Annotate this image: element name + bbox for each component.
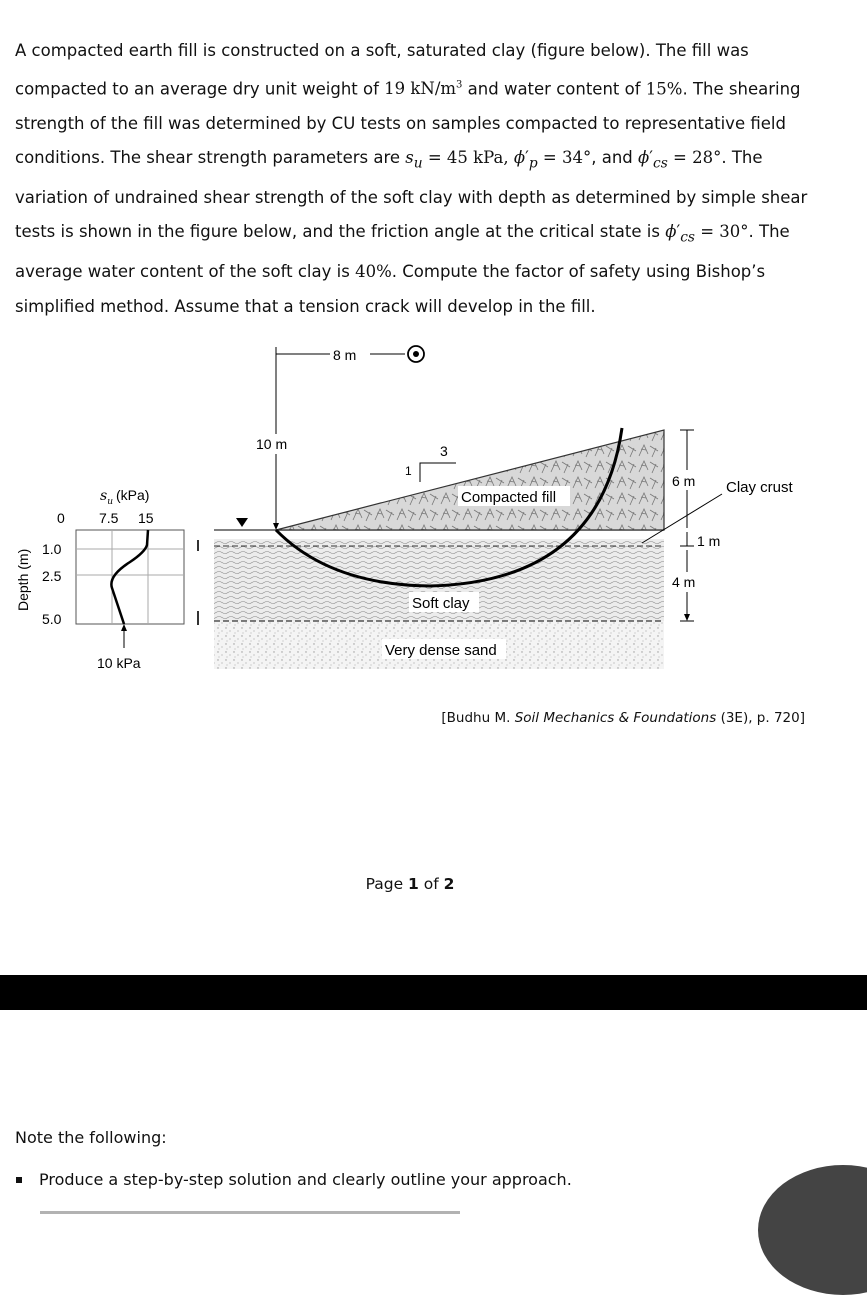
problem-statement: A compacted earth fill is constructed on a soft, saturated clay (figure below). The fill was compacted to an average dry unit weight of 19 $kN/m^3$ and water content of 15%. The shearing strength of the fill was determined by CU tests on samples compacted to representative field conditions. The shear strength parameters are $s_u = 45$ kPa, $\phi'_p = 34^\circ$, and $\phi'_{cs} = 28^\circ$. The variation of undrained shear strength of the soft clay with depth as determined by simple shear tests is shown in the figure below, and the friction angle at the critical state is $\phi'_{cs} = 30^\circ$. The average water content of the soft clay is 40%. Compute the factor of safety using Bishop’s simplified method. Assume that a tension crack will develop in the fill. xyxy=(15,41,808,316)
phi-cs-parameter: $\phi'_{cs} = 28^\circ$ xyxy=(638,148,722,172)
dim-8m-label: 8 m xyxy=(333,347,357,363)
dim-4m-label: 4 m xyxy=(672,574,696,590)
notes-title: Note the following: xyxy=(15,1128,167,1147)
depth-tick-5-0: 5.0 xyxy=(42,611,62,627)
su-profile xyxy=(15,487,184,671)
dim-10m-label: 10 m xyxy=(256,436,288,452)
scroll-button[interactable] xyxy=(758,1165,867,1295)
depth-axis-label: Depth (m) xyxy=(15,548,31,611)
su-grid-frame xyxy=(76,530,184,624)
depth-tick-0: 0 xyxy=(57,510,65,526)
cut-off-line xyxy=(40,1207,460,1215)
su-arrow-head xyxy=(121,624,127,631)
clay-label: Soft clay xyxy=(412,595,470,612)
dim-1m-label: 1 m xyxy=(697,533,721,549)
compacted-fill xyxy=(276,430,664,530)
su-bottom-value: 10 kPa xyxy=(97,655,141,671)
slope-rise-label: 1 xyxy=(405,464,412,478)
citation: [Budhu M. Soil Mechanics & Foundations (3E), p. 720] xyxy=(441,710,805,726)
dim-6m-label: 6 m xyxy=(672,473,696,489)
water-table-marker xyxy=(236,518,248,527)
cross-section xyxy=(198,344,794,669)
depth-tick-1-0: 1.0 xyxy=(42,541,62,557)
dim-4m-arrow xyxy=(684,614,690,621)
list-item: Produce a step-by-step solution and clearly outline your approach. xyxy=(15,1170,572,1196)
su-tick-15: 15 xyxy=(138,510,154,526)
crust-label: Clay crust xyxy=(726,479,793,496)
slope-run-label: 3 xyxy=(440,443,448,459)
slope-triangle xyxy=(420,463,456,482)
sand-label: Very dense sand xyxy=(385,642,497,659)
circle-center-dot xyxy=(413,351,419,357)
phi-cs-clay-parameter: $\phi'_{cs} = 30^\circ$ xyxy=(665,222,749,246)
page-number: Page 1 of 2 xyxy=(365,875,455,893)
su-tick-7-5: 7.5 xyxy=(99,510,119,526)
unit-weight: 19 $kN/m^3$ xyxy=(384,79,463,98)
fill-label: Compacted fill xyxy=(461,489,557,506)
slope-figure xyxy=(0,330,867,700)
page-break-bar xyxy=(0,975,867,1010)
phi-p-parameter: $\phi'_p = 34^\circ$ xyxy=(513,148,592,172)
su-parameter: $s_u = 45$ kPa, xyxy=(405,148,514,172)
notes-list xyxy=(15,1170,572,1196)
su-axis-header: $s_u$ (kPa) xyxy=(100,487,150,507)
depth-tick-2-5: 2.5 xyxy=(42,568,62,584)
